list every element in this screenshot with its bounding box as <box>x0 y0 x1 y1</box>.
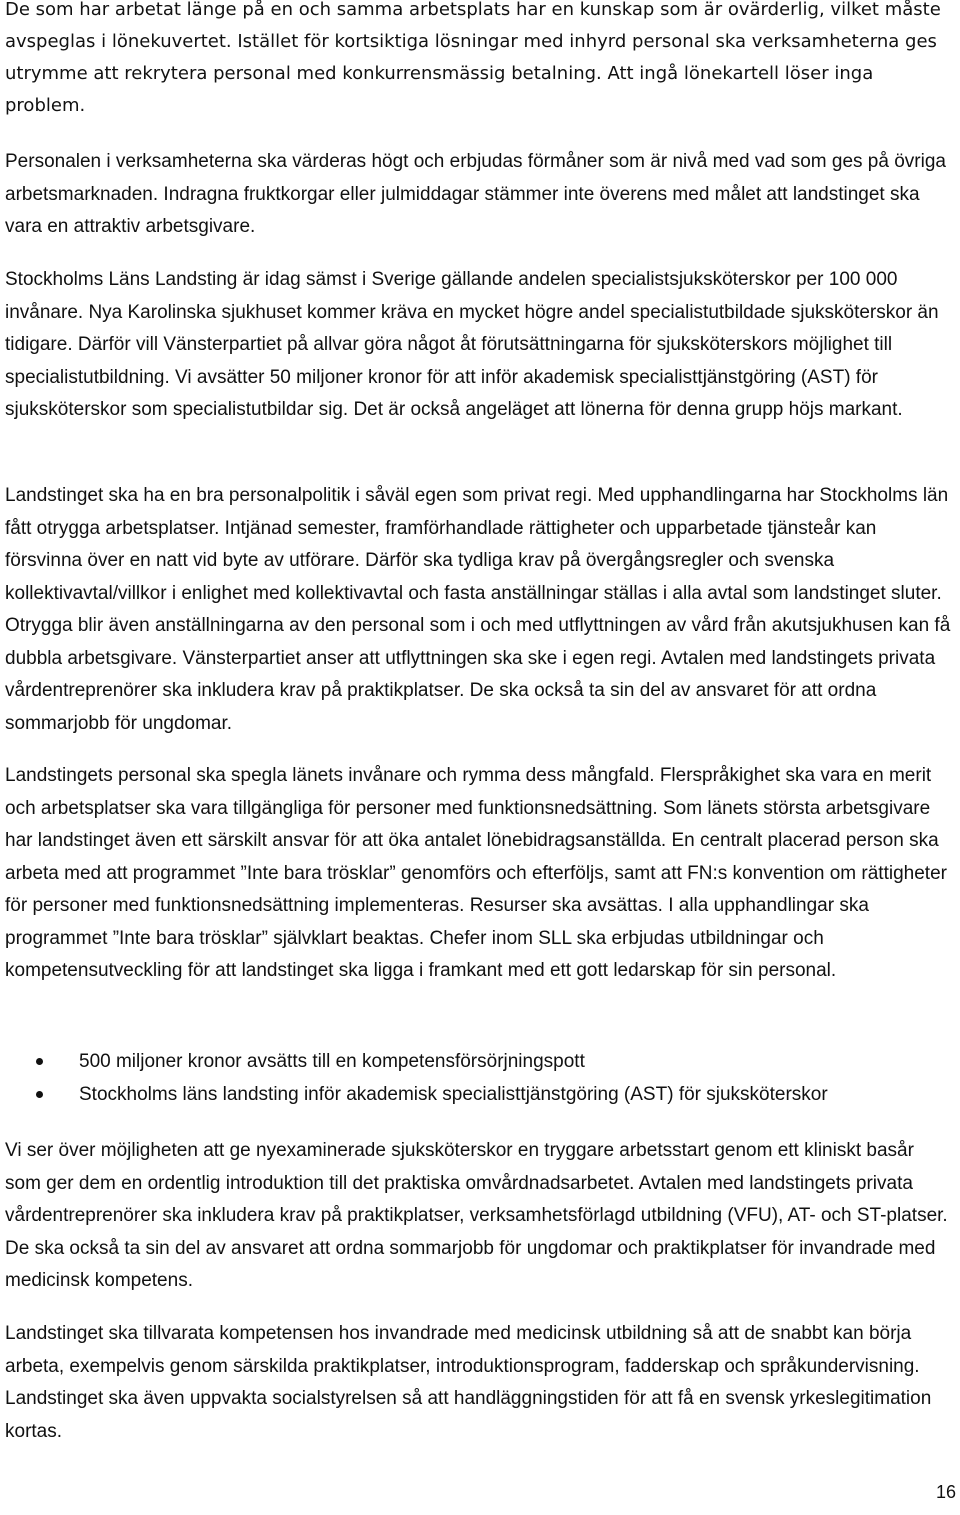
list-item <box>5 1078 955 1111</box>
paragraph-personnel-policy: Landstinget ska ha en bra personalpolitik i såväl egen som privat regi. Med upphandlingarna har Stockholms län fått otrygga arbetsplatser. Intjänad semester, framförhandlade rättigheter och upparbetade tjänsteår kan försvinna över en natt vid byte av utförare. Därför ska tydliga krav på övergångsregler och svenska kollektivavtal/villkor i enlighet med kollektivavtal och fasta anställningar ställas i alla avtal som landstinget sluter. Otrygga blir även anställningarna av den personal som i och med utflyttningen av vård från akutsjukhusen kan få dubbla arbetsgivare. Vänsterpartiet anser att utflyttningen ska ske i egen regi. Avtalen med landstingets privata vårdentreprenörer ska inkludera krav på praktikplatser. De ska också ta sin del av ansvaret för att ordna sommarjobb för ungdomar. <box>5 485 951 734</box>
list-item <box>5 1045 955 1078</box>
paragraph-diversity: Landstingets personal ska spegla länets invånare och rymma dess mångfald. Flerspråkighet ska vara en merit och arbetsplatser ska vara tillgängliga för personer med funktionsnedsättning. Som länets största arbetsgivare har landstinget även ett särskilt ansvar för att öka antalet lönebidragsanställda. En centralt placerad person ska arbeta med att programmet ”Inte bara trösklar” genomförs och efterföljs, samt att FN:s konvention om rättigheter för personer med funktionsnedsättning implementeras. Resurser ska avsättas. I alla upphandlingar ska programmet ”Inte bara trösklar” självklart beaktas. Chefer inom SLL ska erbjudas utbildningar och kompetensutveckling för att landstinget ska ligga i framkant med ett gott ledarskap för sin personal. <box>5 765 947 981</box>
paragraph-specialist-nurses: Stockholms Läns Landsting är idag sämst i Sverige gällande andelen specialistsjuksköterskor per 100 000 invånare. Nya Karolinska sjukhuset kommer kräva en mycket högre andel specialistutbildade sjuksköterskor än tidigare. Därför vill Vänsterpartiet på allvar göra något åt förutsättningarna för sjuksköterskors möjlighet till specialistutbildning. Vi avsätter 50 miljoner kronor för att inför akademisk specialisttjänstgöring (AST) för sjuksköterskor som specialistutbildar sig. Det är också angeläget att lönerna för denna grupp höjs markant. <box>5 269 939 420</box>
bullet-text: 500 miljoner kronor avsätts till en kompetensförsörjningspott <box>79 1051 585 1072</box>
paragraph-salary-experience: De som har arbetat länge på en och samma arbetsplats har en kunskap som är ovärderlig, vilket måste avspeglas i lönekuvertet. Istället för kortsiktiga lösningar med inhyrd personal ska verksamheterna ges utrymme att rekrytera personal med konkurrensmässig betalning. Att ingå lönekartell löser inga problem. <box>5 0 941 116</box>
paragraph-immigrant-competence: Landstinget ska tillvarata kompetensen hos invandrade med medicinsk utbildning så att de snabbt kan börja arbeta, exempelvis genom särskilda praktikplatser, introduktionsprogram, fadderskap och språkundervisning. Landstinget ska även uppvakta socialstyrelsen så att handläggningstiden för att få en svensk yrkeslegitimation kortas. <box>5 1323 932 1442</box>
paragraph-new-nurses: Vi ser över möjligheten att ge nyexaminerade sjuksköterskor en tryggare arbetsstart genom ett kliniskt basår som ger dem en ordentlig introduktion till det praktiska omvårdnadsarbetet. Avtalen med landstingets privata vårdentreprenörer ska inkludera krav på praktikplatser, verksamhetsförlagd utbildning (VFU), AT- och ST-platser. De ska också ta sin del av ansvaret att ordna sommarjobb för ungdomar och praktikplatser för invandrade med medicinsk kompetens. <box>5 1140 948 1291</box>
bullet-text: Stockholms läns landsting inför akademisk specialisttjänstgöring (AST) för sjuksköterskor <box>79 1084 828 1105</box>
paragraph-staff-benefits: Personalen i verksamheterna ska värderas högt och erbjudas förmåner som är nivå med vad som ges på övriga arbetsmarknaden. Indragna fruktkorgar eller julmiddagar stämmer inte överens med målet att landstinget ska vara en attraktiv arbetsgivare. <box>5 151 946 237</box>
page-number: 16 <box>935 1482 956 1502</box>
bullet-icon <box>36 1058 43 1065</box>
bullet-icon <box>36 1091 43 1098</box>
bullet-list <box>5 1045 955 1111</box>
